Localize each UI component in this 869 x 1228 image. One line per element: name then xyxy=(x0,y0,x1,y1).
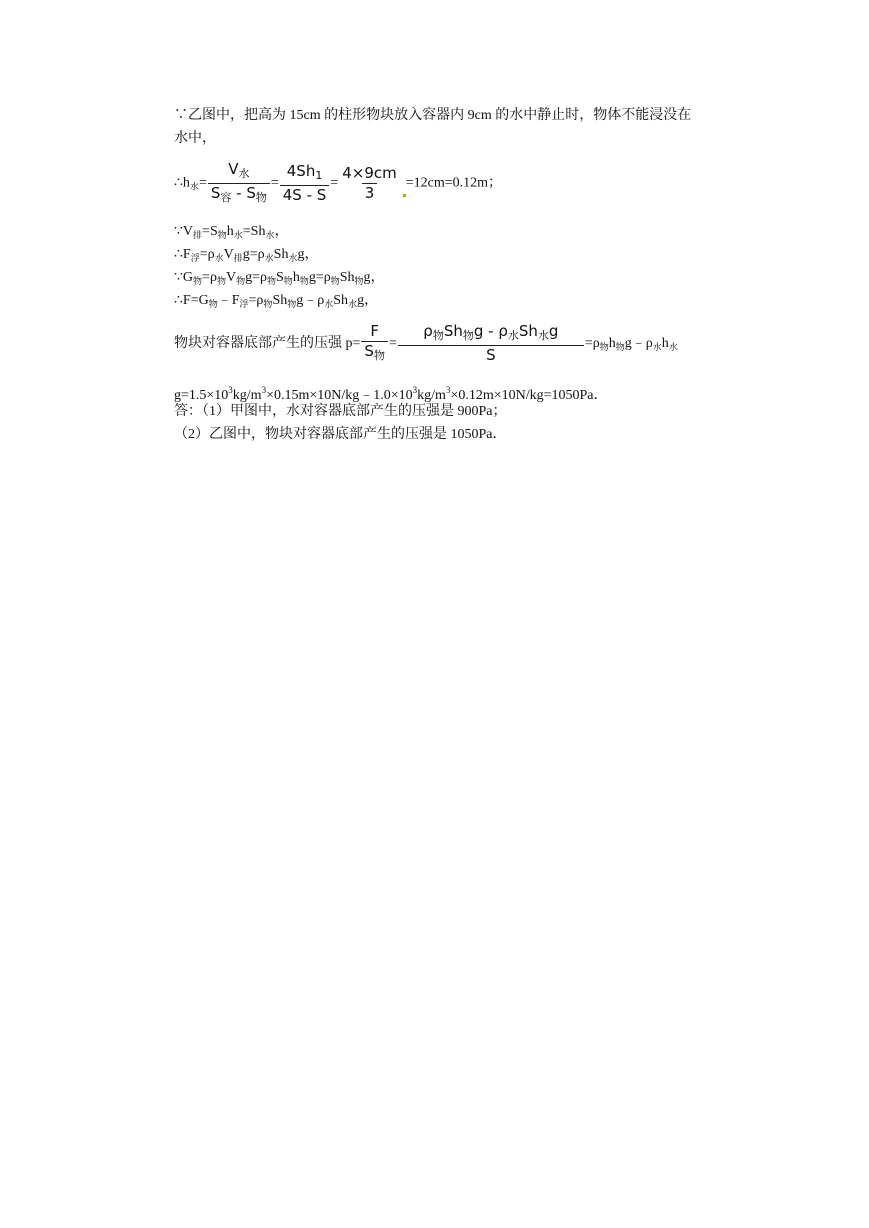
var: ρ xyxy=(423,322,433,341)
net-force-line xyxy=(174,291,378,314)
equals: = xyxy=(198,175,207,191)
t: g﹣ρ xyxy=(624,336,653,351)
sub: 物 xyxy=(432,329,444,343)
equals: = xyxy=(270,175,279,191)
sub: 物 xyxy=(216,276,226,286)
sub: 物 xyxy=(217,230,227,240)
text-segment: =12cm=0.12m； xyxy=(405,175,503,191)
t: ∴F=G xyxy=(174,293,209,308)
sub: 物 xyxy=(208,299,218,309)
t: g=ρ xyxy=(245,270,267,285)
numerator: 4×9cm xyxy=(342,164,397,182)
t: Sh xyxy=(339,270,355,285)
sub: 物 xyxy=(266,276,276,286)
t: ×0.12m×10N/kg=1050Pa． xyxy=(450,388,608,403)
t: S xyxy=(276,270,284,285)
sub: 物 xyxy=(283,276,293,286)
h-equation xyxy=(174,160,502,210)
sub: 物 xyxy=(330,276,340,286)
sub: 水 xyxy=(507,329,519,343)
sub: 物 xyxy=(287,299,297,309)
sub: 水 xyxy=(233,230,243,240)
t: g=1.5×10 xyxy=(174,388,229,403)
t: =ρ xyxy=(202,270,217,285)
t: =S xyxy=(202,224,218,239)
sub: 浮 xyxy=(190,253,200,263)
fraction-pressure xyxy=(398,322,584,365)
equals: = xyxy=(330,175,339,191)
t: h xyxy=(661,336,669,351)
t: ×0.15m×10N/kg﹣1.0×10 xyxy=(266,388,413,403)
sub: 物 xyxy=(236,276,246,286)
t: =ρ xyxy=(199,247,215,262)
text-segment: （2）乙图中，物块对容器底部产生的压强是 1050Pa． xyxy=(174,427,507,442)
sub: 水 xyxy=(265,230,275,240)
denominator: S xyxy=(398,345,584,365)
sub: 水 xyxy=(214,253,224,263)
denominator: 3 xyxy=(362,183,378,203)
answer-2 xyxy=(174,425,507,445)
t: ﹣F xyxy=(217,293,240,308)
t: h xyxy=(226,224,234,239)
sub: 容 xyxy=(220,191,232,204)
sub: 物 xyxy=(615,342,625,352)
t: g， xyxy=(363,270,385,285)
sub: 水 xyxy=(238,167,250,180)
stray-dot xyxy=(403,194,406,197)
t: V xyxy=(225,270,237,285)
sub: 水 xyxy=(288,253,298,263)
t: V xyxy=(223,247,234,262)
sub: 物 xyxy=(255,191,267,204)
var: - S xyxy=(231,184,256,202)
denominator xyxy=(361,341,388,365)
sub: 1 xyxy=(315,169,323,182)
sub: 物 xyxy=(373,349,385,363)
t: ， xyxy=(274,224,289,239)
denominator: 4S - S xyxy=(280,185,330,205)
sub: 物 xyxy=(354,276,364,286)
text-segment: ∵乙图中，把高为 15cm 的柱形物块放入容器内 9cm 的水中静止时，物体不能浸没在 xyxy=(174,108,692,123)
t: ∵V xyxy=(174,224,194,239)
var: g xyxy=(548,322,559,341)
var: S xyxy=(364,342,374,361)
pressure-equation xyxy=(174,320,678,371)
equals: = xyxy=(388,336,397,351)
t: ∵G xyxy=(174,270,194,285)
sub: 水 xyxy=(264,253,274,263)
fraction-sh xyxy=(280,162,330,205)
fraction-f-over-s xyxy=(361,322,388,365)
t: Sh xyxy=(333,293,349,308)
sub: 排 xyxy=(233,253,243,263)
sup: 3 xyxy=(445,385,451,395)
sub: 水 xyxy=(652,342,662,352)
t: ∴F xyxy=(174,247,191,262)
sub: 水 xyxy=(348,299,358,309)
fraction-numeric xyxy=(339,164,400,203)
var: 4Sh xyxy=(286,162,316,180)
t: =ρ xyxy=(248,293,264,308)
denominator xyxy=(208,183,270,207)
t: Sh xyxy=(273,247,289,262)
sub: 水 xyxy=(537,329,549,343)
answer-1 xyxy=(174,402,507,422)
var: S xyxy=(210,184,221,202)
gravity-line xyxy=(174,268,385,291)
sub: 水 xyxy=(668,342,678,352)
sup: 3 xyxy=(412,385,418,395)
sub: 浮 xyxy=(239,299,249,309)
numerator xyxy=(420,322,561,345)
text-segment: 水中， xyxy=(174,131,216,146)
numerator xyxy=(284,162,326,185)
t: g， xyxy=(357,293,379,308)
numerator: F xyxy=(370,322,379,341)
text-segment: ∴h xyxy=(174,175,190,191)
var: V xyxy=(228,160,239,178)
t: =ρ xyxy=(584,336,600,351)
numerator xyxy=(225,160,252,183)
t: Sh xyxy=(272,293,288,308)
t: kg/m xyxy=(232,388,262,403)
t: g=ρ xyxy=(308,270,331,285)
sub: 物 xyxy=(193,276,203,286)
t: kg/m xyxy=(417,388,446,403)
sub: 物 xyxy=(599,342,609,352)
sub: 水 xyxy=(324,299,334,309)
text-line-1 xyxy=(174,106,691,126)
t: g﹣ρ xyxy=(296,293,325,308)
sup: 3 xyxy=(228,385,233,395)
buoyancy-line xyxy=(174,245,318,268)
sup: 3 xyxy=(261,385,267,395)
var: g - ρ xyxy=(473,322,508,341)
t: g， xyxy=(297,247,319,262)
t: =Sh xyxy=(242,224,266,239)
fraction-volume xyxy=(208,160,270,207)
sub: 物 xyxy=(462,329,474,343)
v-displaced-line xyxy=(174,222,288,245)
sub: 排 xyxy=(193,230,203,240)
t: g=ρ xyxy=(242,247,265,262)
var: Sh xyxy=(443,322,463,341)
sub: 物 xyxy=(299,276,309,286)
text-segment: 答：（1）甲图中，水对容器底部产生的压强是 900Pa； xyxy=(174,404,507,419)
var: Sh xyxy=(518,322,538,341)
t: h xyxy=(608,336,616,351)
sub: 物 xyxy=(263,299,273,309)
t: h xyxy=(292,270,300,285)
text-segment: 物块对容器底部产生的压强 p= xyxy=(174,336,361,351)
subscript: 水 xyxy=(189,181,199,192)
text-line-2 xyxy=(174,129,216,149)
